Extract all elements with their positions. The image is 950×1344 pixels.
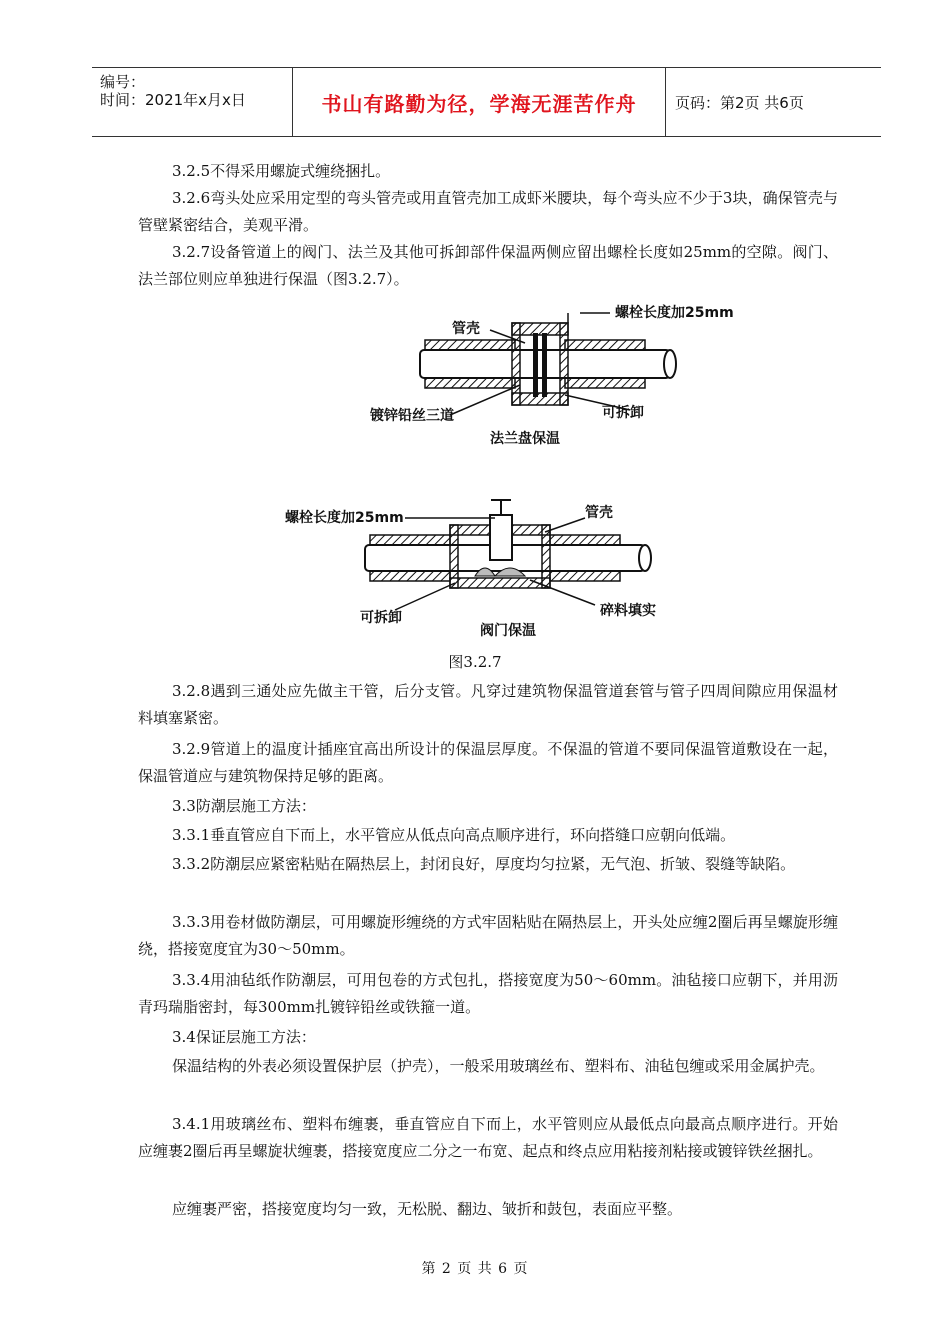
paragraph-3-2-7: 3.2.7设备管道上的阀门、法兰及其他可拆卸部件保温两侧应留出螺栓长度如25mm的空隙。阀门、法兰部位则应单独进行保温（图3.2.7）。 <box>138 243 838 288</box>
paragraph-3-3-1: 3.3.1垂直管应自下而上，水平管应从低点向高点顺序进行，环向搭缝口应朝向低端。 <box>172 826 736 844</box>
valve-label-bolt: 螺栓长度加25mm <box>285 510 404 526</box>
flange-label-shell: 管壳 <box>452 321 480 337</box>
time-label: 时间：2021年x月x日 <box>100 91 246 109</box>
paragraph-3-3-2: 3.3.2防潮层应紧密粘贴在隔热层上，封闭良好，厚度均匀拉紧，无气泡、折皱、裂缝等缺陷。 <box>172 855 796 873</box>
header-motto: 书山有路勤为径，学海无涯苦作舟 <box>321 91 637 116</box>
flange-label-detach: 可拆卸 <box>602 405 644 421</box>
figure-caption: 图3.2.7 <box>448 653 502 671</box>
paragraph-3-2-8: 3.2.8遇到三通处应先做主干管，后分支管。凡穿过建筑物保温管道套管与管子四周间隙应用保温材料填塞紧密。 <box>138 682 838 727</box>
paragraph-3-2-6: 3.2.6弯头处应采用定型的弯头管壳或用直管壳加工成虾米腰块，每个弯头应不少于3块，确保管壳与管壁紧密结合，美观平滑。 <box>138 189 838 234</box>
heading-3-3: 3.3防潮层施工方法： <box>172 797 316 815</box>
flange-insulation-diagram <box>340 295 760 455</box>
paragraph-3-4-1-note: 应缠裹严密，搭接宽度均匀一致，无松脱、翻边、皱折和鼓包，表面应平整。 <box>172 1200 683 1218</box>
number-label: 编号： <box>100 73 146 91</box>
flange-label-wire: 镀锌铅丝三道 <box>370 408 454 424</box>
paragraph-3-2-5: 3.2.5不得采用螺旋式缠绕捆扎。 <box>172 162 391 180</box>
flange-title: 法兰盘保温 <box>490 431 560 447</box>
paragraph-3-4-intro: 保温结构的外表必须设置保护层（护壳），一般采用玻璃丝布、塑料布、油毡包缠或采用金属护壳。 <box>172 1057 825 1075</box>
valve-title: 阀门保温 <box>480 623 536 639</box>
header-center-cell <box>292 68 666 136</box>
valve-label-fill: 碎料填实 <box>600 603 656 619</box>
page-info: 页码：第2页 共6页 <box>675 93 804 112</box>
valve-insulation-diagram <box>285 490 705 645</box>
page-footer: 第 2 页 共 6 页 <box>421 1261 529 1277</box>
heading-3-4: 3.4保证层施工方法： <box>172 1028 316 1046</box>
flange-label-bolt: 螺栓长度加25mm <box>615 305 734 321</box>
paragraph-3-2-9: 3.2.9管道上的温度计插座宜高出所设计的保温层厚度。不保温的管道不要同保温管道敷设在一起，保温管道应与建筑物保持足够的距离。 <box>138 740 838 785</box>
header-right-cell <box>665 68 881 136</box>
paragraph-3-4-1: 3.4.1用玻璃丝布、塑料布缠裹，垂直管应自下而上，水平管则应从最低点向最高点顺序进行。开始应缠裹2圈后再呈螺旋状缠裹，搭接宽度应二分之一布宽、起点和终点应用粘接剂粘接或镀锌铁丝捆扎。 <box>138 1115 838 1160</box>
paragraph-3-3-3: 3.3.3用卷材做防潮层，可用螺旋形缠绕的方式牢固粘贴在隔热层上，开头处应缠2圈后再呈螺旋形缠绕，搭接宽度宜为30～50mm。 <box>138 913 838 958</box>
header-left-cell <box>92 68 292 136</box>
valve-label-shell: 管壳 <box>585 505 613 521</box>
paragraph-3-3-4: 3.3.4用油毡纸作防潮层，可用包卷的方式包扎，搭接宽度为50～60mm。油毡接口应朝下，并用沥青玛瑞脂密封，每300mm扎镀锌铅丝或铁箍一道。 <box>138 971 838 1016</box>
valve-label-detach: 可拆卸 <box>360 610 402 626</box>
page-header <box>92 67 881 137</box>
